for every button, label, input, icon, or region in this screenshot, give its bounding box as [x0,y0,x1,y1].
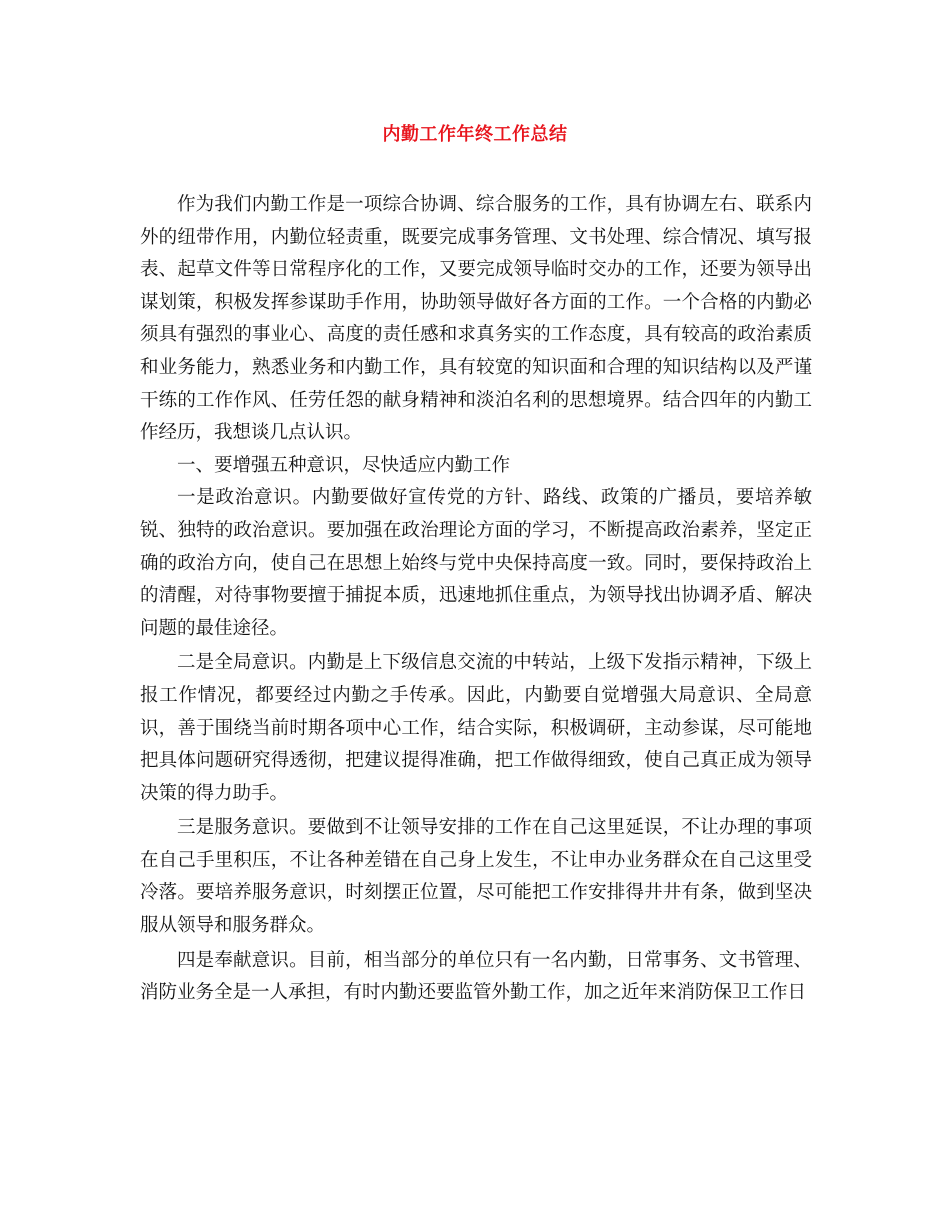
paragraph-overall-awareness: 二是全局意识。内勤是上下级信息交流的中转站，上级下发指示精神，下级上报工作情况，都要经过内勤之手传承。因此，内勤要自觉增强大局意识、全局意识，善于围绕当前时期各项中心工作，结合实际，积极调研，主动参谋，尽可能地把具体问题研究得透彻，把建议提得准确，把工作做得细致，使自己真正成为领导决策的得力助手。 [140,652,812,804]
document-title: 内勤工作年终工作总结 [382,124,568,145]
paragraph-political-awareness: 一是政治意识。内勤要做好宣传党的方针、路线、政策的广播员，要培养敏锐、独特的政治意识。要加强在政治理论方面的学习，不断提高政治素养，坚定正确的政治方向，使自己在思想上始终与党中央保持高度一致。同时，要保持政治上的清醒，对待事物要擅于捕捉本质，迅速地抓住重点，为领导找出协调矛盾、解决问题的最佳途径。 [140,487,812,639]
section-heading: 一、要增强五种意识，尽快适应内勤工作 [177,454,511,476]
paragraph-intro: 作为我们内勤工作是一项综合协调、综合服务的工作，具有协调左右、联系内外的纽带作用，内勤位轻责重，既要完成事务管理、文书处理、综合情况、填写报表、起草文件等日常程序化的工作，又要完成领导临时交办的工作，还要为领导出谋划策，积极发挥参谋助手作用，协助领导做好各方面的工作。一个合格的内勤必须具有强烈的事业心、高度的责任感和求真务实的工作态度，具有较高的政治素质和业务能力，熟悉业务和内勤工作，具有较宽的知识面和合理的知识结构以及严谨干练的工作作风、任劳任怨的献身精神和淡泊名利的思想境界。结合四年的内勤工作经历，我想谈几点认识。 [140,194,812,444]
document-body [140,189,812,1010]
paragraph-service-awareness: 三是服务意识。要做到不让领导安排的工作在自己这里延误，不让办理的事项在自己手里积压，不让各种差错在自己身上发生，不让申办业务群众在自己这里受冷落。要培养服务意识，时刻摆正位置，尽可能把工作安排得井井有条，做到坚决服从领导和服务群众。 [140,817,812,937]
paragraph-dedication-awareness: 四是奉献意识。目前，相当部分的单位只有一名内勤，日常事务、文书管理、消防业务全是一人承担，有时内勤还要监管外勤工作，加之近年来消防保卫工作日 [140,949,812,1004]
